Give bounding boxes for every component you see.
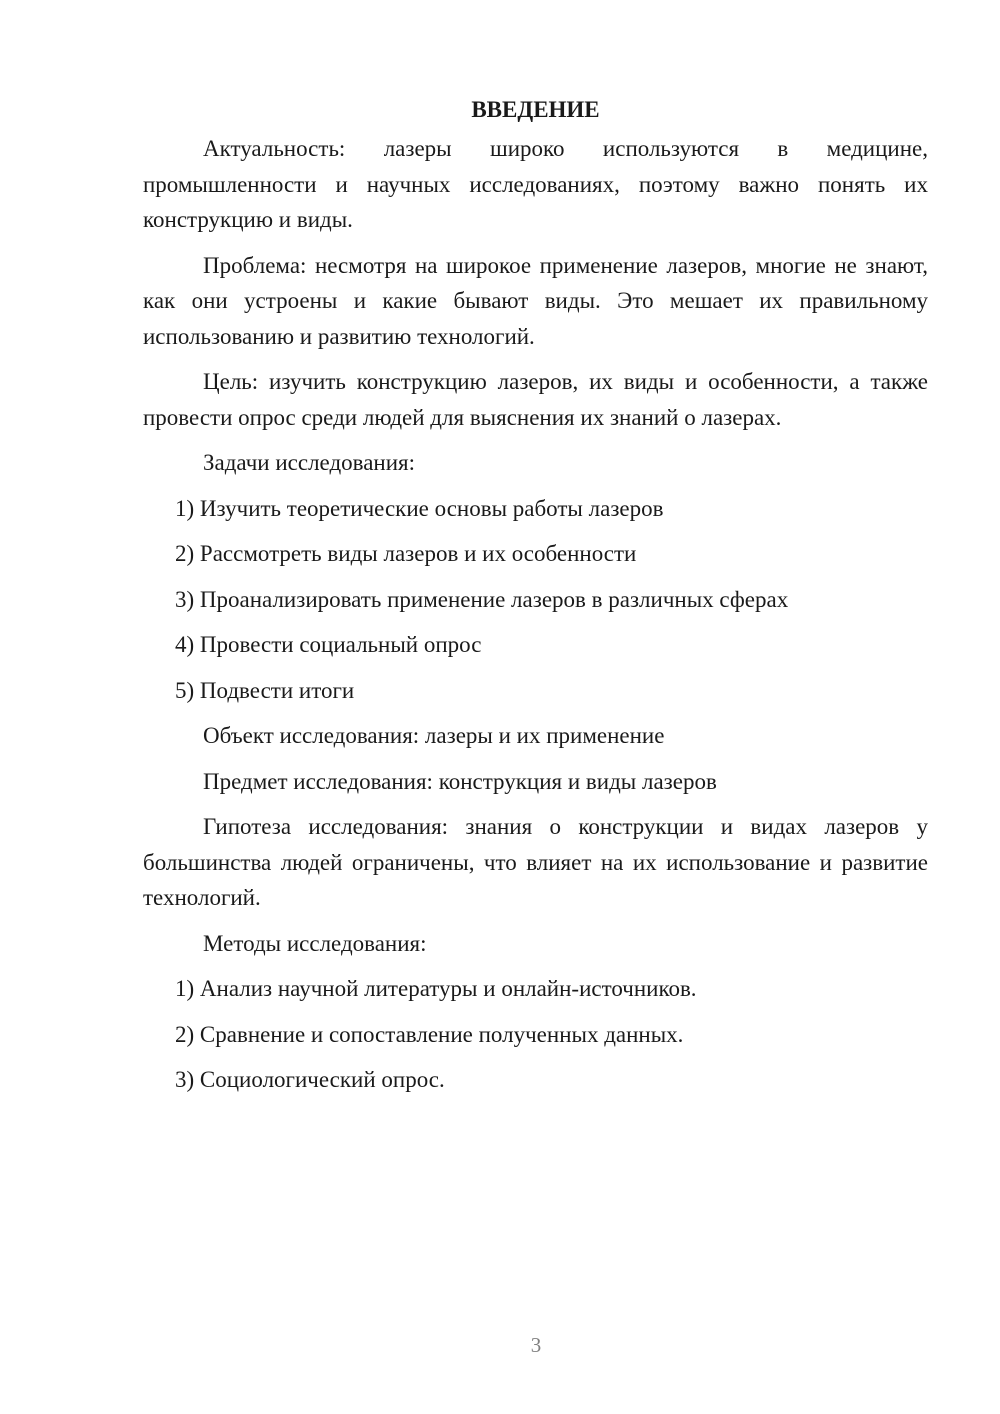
tasks-heading: Задачи исследования: [203,450,416,475]
subject-paragraph: Предмет исследования: конструкция и виды лазеров [203,768,717,794]
methods-heading: Методы исследования: [203,930,427,956]
list-item: 3) Социологический опрос. [175,1067,445,1092]
list-item: 2) Сравнение и сопоставление полученных данных. [175,1021,684,1047]
page-title: ВВЕДЕНИЕ [471,97,600,122]
hypothesis-paragraph: Гипотеза исследования: знания о конструкции и видах лазеров у большинства людей ограничены, что влияет на их использование и развитие технологий. [143,814,928,910]
relevance-paragraph: Актуальность: лазеры широко используются в медицине, промышленности и научных исследованиях, поэтому важно понять их конструкцию и виды. [143,136,928,232]
list-item: 2) Рассмотреть виды лазеров и их особенности [175,541,637,566]
list-item: 5) Подвести итоги [175,677,355,703]
list-item: 4) Провести социальный опрос [175,632,482,657]
list-item: 3) Проанализировать применение лазеров в различных сферах [175,586,789,612]
problem-paragraph: Проблема: несмотря на широкое применение лазеров, многие не знают, как они устроены и какие бывают виды. Это мешает их правильному использованию и развитию технологий. [143,252,928,349]
methods-list [143,971,928,1098]
page-content [143,92,928,1108]
tasks-list [143,491,928,709]
goal-paragraph: Цель: изучить конструкцию лазеров, их виды и особенности, а также провести опрос среди людей для выяснения их знаний о лазерах. [143,369,928,430]
object-paragraph: Объект исследования: лазеры и их применение [203,723,665,748]
list-item: 1) Анализ научной литературы и онлайн-источников. [175,976,697,1001]
page-number: 3 [530,1333,542,1357]
list-item: 1) Изучить теоретические основы работы лазеров [175,495,664,521]
